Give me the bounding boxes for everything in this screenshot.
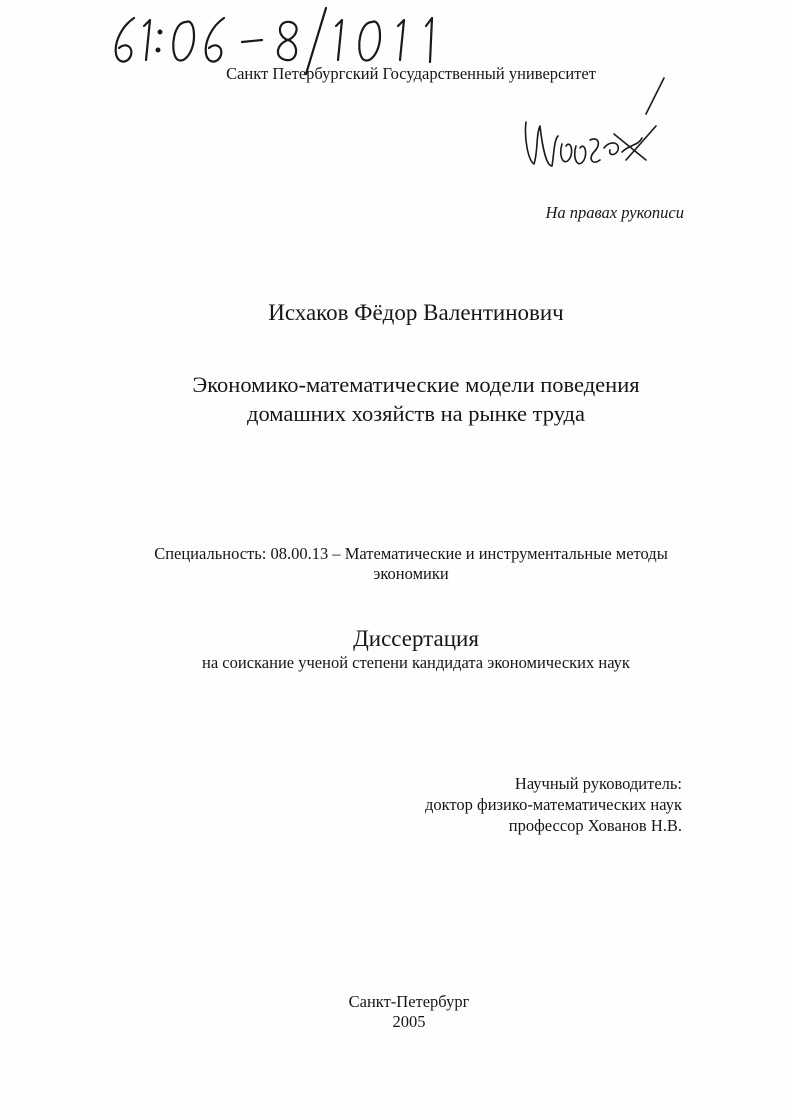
dissertation-title xyxy=(0,370,792,428)
degree-sought: на соискание ученой степени кандидата экономических наук xyxy=(202,653,630,672)
specialty xyxy=(0,544,792,584)
supervisor-name: профессор Хованов Н.В. xyxy=(508,816,682,835)
manuscript-rights-note: На правах рукописи xyxy=(545,203,684,222)
handwritten-signature xyxy=(518,74,668,186)
supervisor-label: Научный руководитель: xyxy=(514,774,682,793)
university-name: Санкт Петербургский Государственный университет xyxy=(226,64,596,83)
title-line-2: домашних хозяйств на рынке труда xyxy=(247,401,585,426)
specialty-line-1: Специальность: 08.00.13 – Математические и инструментальные методы xyxy=(154,544,668,563)
scientific-supervisor xyxy=(425,773,682,836)
city: Санкт-Петербург xyxy=(348,992,470,1011)
author-name: Исхаков Фёдор Валентинович xyxy=(268,300,564,325)
title-line-1: Экономико-математические модели поведения xyxy=(192,372,640,397)
specialty-line-2: экономики xyxy=(373,564,449,583)
supervisor-degree: доктор физико-математических наук xyxy=(424,795,682,814)
year: 2005 xyxy=(392,1012,426,1031)
place-and-year xyxy=(0,992,792,1032)
document-type: Диссертация xyxy=(353,626,479,651)
